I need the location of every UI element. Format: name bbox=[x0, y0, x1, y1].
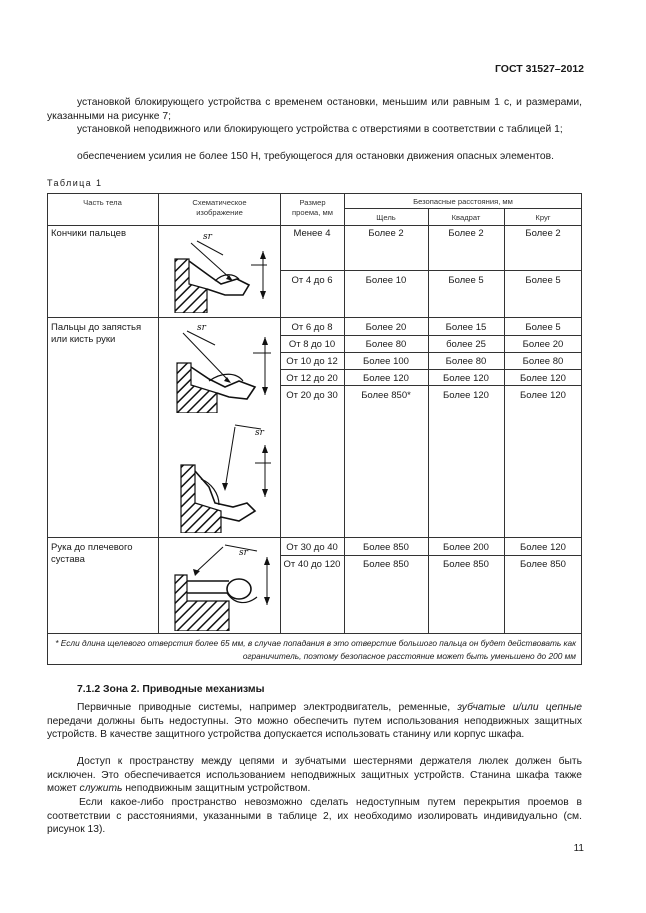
slot-cell: Более 850 bbox=[363, 559, 409, 570]
round-cell: Более 120 bbox=[520, 373, 566, 384]
slot-cell: Более 2 bbox=[368, 228, 404, 239]
standard-header: ГОСТ 31527–2012 bbox=[494, 63, 584, 75]
header-square: Квадрат bbox=[451, 213, 481, 222]
section-title: 7.1.2 Зона 2. Приводные механизмы bbox=[77, 684, 265, 695]
slot-cell: Более 850 bbox=[363, 542, 409, 553]
body-part-fingertips: Кончики пальцев bbox=[51, 228, 127, 239]
square-cell: Более 200 bbox=[443, 542, 489, 553]
intro-paragraph-1: установкой блокирующего устройства с временем остановки, меньшим или равным 1 с, и размерами, указанными на рисунке 7; bbox=[47, 97, 582, 122]
square-cell: Более 120 bbox=[443, 390, 489, 401]
square-cell: Более 5 bbox=[448, 275, 484, 286]
size-cell: От 8 до 10 bbox=[288, 339, 336, 350]
sr-label: sr bbox=[239, 548, 248, 558]
round-cell: Более 120 bbox=[520, 390, 566, 401]
square-cell: Более 850 bbox=[443, 559, 489, 570]
header-opening-size: Размер проема, мм bbox=[292, 198, 333, 217]
section-paragraph-2: Доступ к пространству между цепями и зубчатыми шестернями держателя люлек должен быть исключен. Это обеспечивается использованием неподвижных защитных устройств. Станина шкафа также может служить неподвижным защитным устройством. bbox=[47, 756, 582, 794]
size-cell: От 12 до 20 bbox=[286, 373, 338, 384]
round-cell: Более 850 bbox=[520, 559, 566, 570]
square-cell: Более 2 bbox=[448, 228, 484, 239]
sr-label: sr bbox=[255, 428, 264, 438]
hand-schematic-alt bbox=[175, 423, 275, 533]
table-caption: Таблица 1 bbox=[47, 178, 103, 188]
slot-cell: Более 20 bbox=[365, 322, 407, 333]
size-cell: От 10 до 12 bbox=[286, 356, 338, 367]
sr-label: sr bbox=[197, 323, 206, 333]
arm-schematic bbox=[165, 543, 277, 631]
size-cell: От 20 до 30 bbox=[286, 390, 338, 401]
size-cell: От 4 до 6 bbox=[291, 275, 333, 286]
page-number: 11 bbox=[573, 843, 584, 854]
square-cell: более 25 bbox=[446, 339, 486, 350]
intro-paragraph-2: установкой неподвижного или блокирующего устройства с отверстиями в соответствии с таблицей 1; bbox=[77, 124, 563, 135]
hand-schematic bbox=[167, 323, 275, 413]
body-part-arm-shoulder: Рука до плечевого сустава bbox=[51, 542, 133, 565]
body-part-fingers-hand: Пальцы до запястья или кисть руки bbox=[51, 322, 142, 345]
round-cell: Более 80 bbox=[522, 356, 564, 367]
header-schematic: Схематическое изображение bbox=[192, 198, 247, 217]
square-cell: Более 120 bbox=[443, 373, 489, 384]
safety-distance-table bbox=[47, 193, 582, 665]
fingertip-schematic bbox=[167, 229, 275, 313]
header-safe-distances: Безопасные расстояния, мм bbox=[413, 197, 513, 206]
table-footnote: * Если длина щелевого отверстия более 65 мм, в случае попадания в это отверстие большого пальца он будет действовать как ограничитель, поэтому безопасное расстояние может быть уменьшено до 200 мм bbox=[55, 638, 576, 661]
square-cell: Более 15 bbox=[445, 322, 487, 333]
sr-label: sr bbox=[203, 232, 212, 242]
size-cell: Менее 4 bbox=[293, 228, 331, 239]
slot-cell: Более 120 bbox=[363, 373, 409, 384]
round-cell: Более 20 bbox=[522, 339, 564, 350]
size-cell: От 6 до 8 bbox=[291, 322, 333, 333]
slot-cell: Более 100 bbox=[363, 356, 409, 367]
square-cell: Более 80 bbox=[445, 356, 487, 367]
slot-cell: Более 850* bbox=[361, 390, 411, 401]
intro-paragraph-3: обеспечением усилия не более 150 Н, требующегося для остановки движения опасных элементов. bbox=[77, 151, 554, 162]
round-cell: Более 2 bbox=[525, 228, 561, 239]
slot-cell: Более 80 bbox=[365, 339, 407, 350]
round-cell: Более 5 bbox=[525, 322, 561, 333]
size-cell: От 40 до 120 bbox=[283, 559, 341, 570]
slot-cell: Более 10 bbox=[365, 275, 407, 286]
round-cell: Более 120 bbox=[520, 542, 566, 553]
size-cell: От 30 до 40 bbox=[286, 542, 338, 553]
header-body-part: Часть тела bbox=[83, 198, 122, 207]
header-slot: Щель bbox=[376, 213, 396, 222]
section-paragraph-1: Первичные приводные системы, например электродвигатель, ременные, зубчатые и/или цепные передачи должны быть недоступны. Это можно обеспечить путем использования неподвижных защитных устройств. В качестве защитного устройства допускается использовать станину или корпус шкафа. bbox=[47, 702, 582, 740]
round-cell: Более 5 bbox=[525, 275, 561, 286]
section-paragraph-3: Если какое-либо пространство невозможно сделать недоступным путем перекрытия проемов в соответствии с расстояниями, указанными в таблице 2, их необходимо изолировать индивидуально (см. рисунок 13). bbox=[47, 797, 582, 835]
header-round: Круг bbox=[535, 213, 551, 222]
